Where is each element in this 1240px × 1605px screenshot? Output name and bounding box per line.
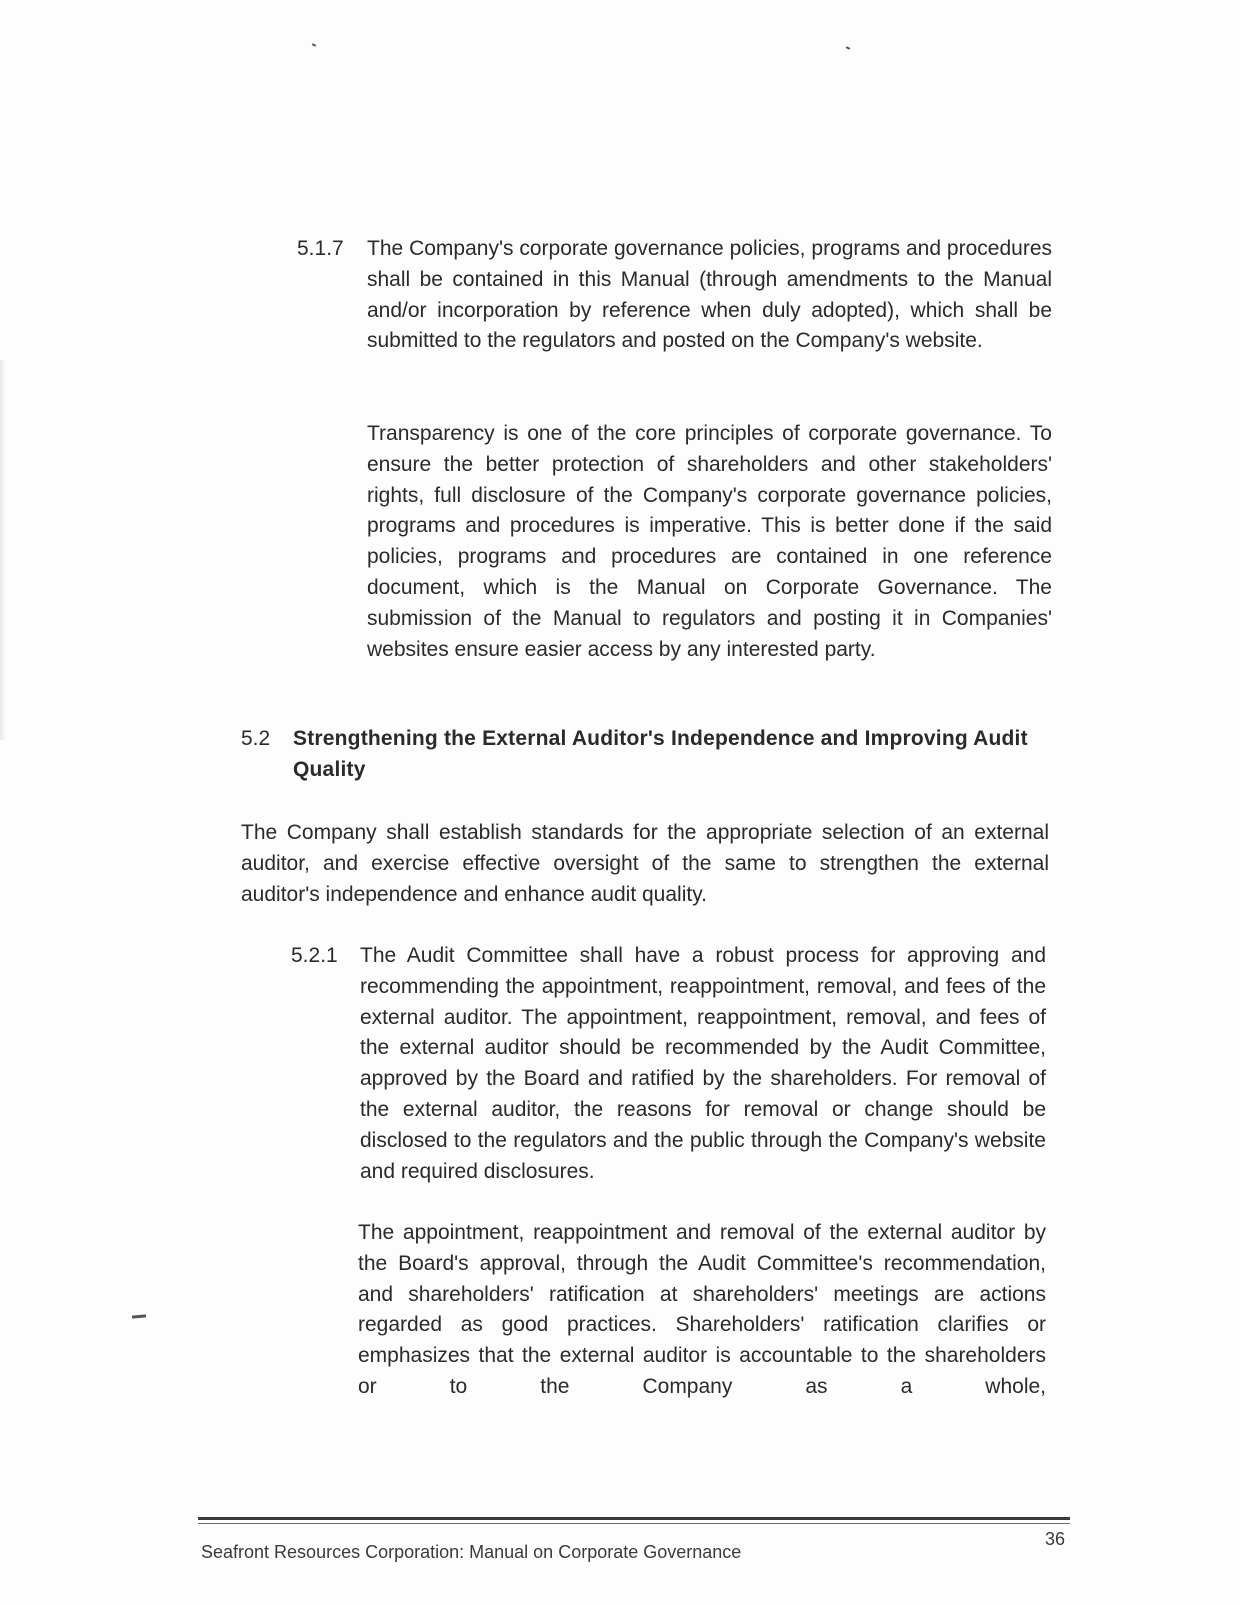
page-number: 36 [1045, 1529, 1066, 1549]
section-5-2-heading: Strengthening the External Auditor's Independence and Improving Audit Quality [293, 727, 1028, 781]
section-5-2-intro: The Company shall establish standards for the appropriate selection of an external auditor, and exercise effective oversight of the same to strengthen the external auditor's independence and enhance audit quality. [241, 821, 1049, 906]
section-5-1-7-explanation: Transparency is one of the core principles of corporate governance. To ensure the better protection of shareholders and other stakeholders' rights, full disclosure of the Company's corporate governance policies, programs and procedures is imperative. This is better done if the said policies, programs and procedures are contained in one reference document, which is the Manual on Corporate Governance. The submission of the Manual to regulators and posting it in Companies' websites ensure easier access by any interested party. [367, 422, 1052, 661]
scan-speck [312, 43, 316, 47]
footer-rule-thin [198, 1523, 1070, 1524]
section-5-2-1-explanation: The appointment, reappointment and removal of the external auditor by the Board's approval, through the Audit Committee's recommendation, and shareholders' ratification at shareholders' meetings are actions regarded as good practices. Shareholders' ratification clarifies or emphasizes that the external auditor is accountable to the shareholders or to the Company as a whole, [358, 1221, 1046, 1398]
section-number-5-2-1: 5.2.1 [291, 944, 338, 967]
footer-title: Seafront Resources Corporation: Manual on Corporate Governance [201, 1542, 742, 1562]
scan-speck [846, 46, 850, 50]
section-number-5-2: 5.2 [241, 727, 271, 750]
scan-speck [132, 1314, 146, 1318]
section-5-1-7-text: The Company's corporate governance policies, programs and procedures shall be contained in this Manual (through amendments to the Manual and/or incorporation by reference when duly adopted), which shall be submitted to the regulators and posted on the Company's website. [367, 237, 1052, 353]
section-5-2-1-text: The Audit Committee shall have a robust process for approving and recommending the appointment, reappointment, removal, and fees of the external auditor. The appointment, reappointment, removal, and fees of the external auditor should be recommended by the Audit Committee, approved by the Board and ratified by the shareholders. For removal of the external auditor, the reasons for removal or change should be disclosed to the regulators and the public through the Company's website and required disclosures. [360, 944, 1046, 1183]
scan-shadow [0, 360, 6, 740]
footer-rule [198, 1517, 1070, 1520]
section-number-5-1-7: 5.1.7 [297, 237, 344, 260]
